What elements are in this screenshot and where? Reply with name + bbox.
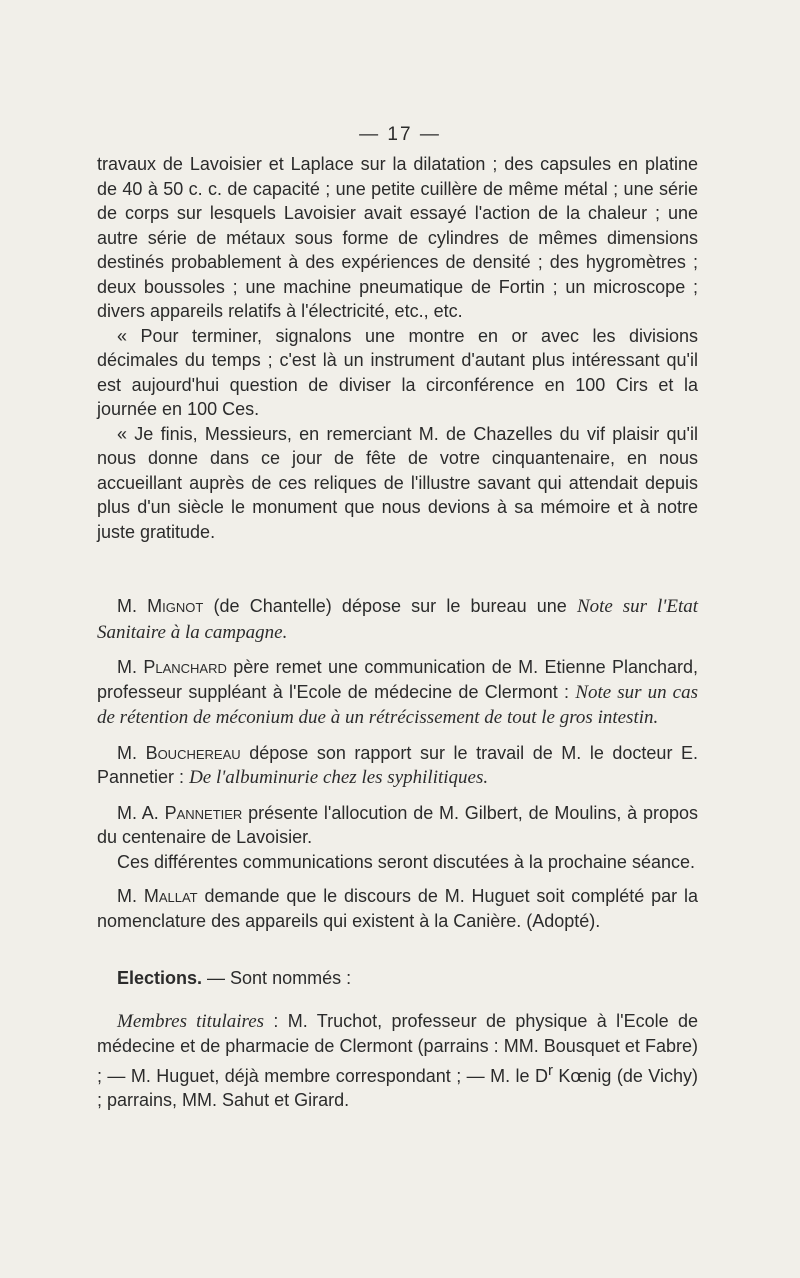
author-name: Bouchereau — [145, 742, 241, 763]
paragraph: M. Planchard père remet une communication de M. Etienne Planchard, professeur suppléant à l'Ecole de médecine de Clermont : Note sur un cas de rétention de méconium due à un rétrécissement de tout le gros intestin. — [97, 657, 698, 728]
paragraph: M. Mignot (de Chantelle) dépose sur le bureau une Note sur l'Etat Sanitaire à la campagne. — [97, 596, 698, 643]
author-name: Mignot — [147, 596, 204, 616]
work-title: Note sur l'Etat Sanitaire à la campagne. — [97, 596, 698, 643]
paragraph: travaux de Lavoisier et Laplace sur la dilatation ; des capsules en platine de 40 à 50 c. c. de capacité ; une petite cuillère de même métal ; une série de corps sur lesquels Lavoisier avait essayé l'action de la chaleur ; une autre série de métaux sous forme de cylindres de mêmes dimensions destinés probablement à des expériences de densité ; des hygromètres ; deux boussoles ; une machine pneumatique de Fortin ; un microscope ; divers appareils relatifs à l'électricité, etc., etc. — [97, 154, 698, 321]
work-title: Note sur un cas de rétention de méconium due à un rétrécissement de tout le gros intestin. — [97, 681, 698, 728]
author-name: Mallat — [143, 886, 198, 906]
paragraph: « Pour terminer, signalons une montre en or avec les divisions décimales du temps ; c'est là un instrument d'autant plus intéressant qu'il est aujourd'hui question de diviser la circonférence en 100 Cirs et la journée en 100 Ces. — [97, 325, 698, 419]
body-text — [97, 152, 698, 1113]
section-heading: Elections. — [117, 968, 203, 988]
page-number: — 17 — — [359, 124, 441, 145]
paragraph: Elections. — Sont nommés : — [117, 968, 352, 988]
paragraph: Ces différentes communications seront discutées à la prochaine séance. — [117, 851, 695, 872]
author-name: Pannetier — [164, 802, 243, 823]
paragraph: Membres titulaires : M. Truchot, professeur de physique à l'Ecole de médecine et de pharmacie de Clermont (parrains : MM. Bousquet et Fabre) ; — M. Huguet, déjà membre correspondant ; — M. le $D^r$ Kœnig (de Vichy) ; parrains, MM. Sahut et Girard. — [97, 1010, 698, 1110]
paragraph: M. A. Pannetier présente l'allocution de M. Gilbert, de Moulins, à propos du centenaire de Lavoisier. — [97, 802, 698, 847]
section-label: Membres titulaires — [117, 1010, 265, 1032]
paragraph: M. Bouchereau dépose son rapport sur le travail de M. le docteur E. Pannetier : De l'albuminurie chez les syphilitiques. — [97, 742, 699, 788]
work-title: De l'albuminurie chez les syphilitiques. — [189, 767, 489, 788]
paragraph: « Je finis, Messieurs, en remerciant M. de Chazelles du vif plaisir qu'il nous donne dans ce jour de fête de votre cinquantenaire, en nous accueillant auprès de ces reliques de l'illustre savant qui attendait depuis plus d'un siècle le monument que nous devions à sa mémoire et à notre juste gratitude. — [97, 423, 698, 542]
paragraph: M. Mallat demande que le discours de M. Huguet soit complété par la nomenclature des appareils qui existent à la Canière. (Adopté). — [97, 886, 698, 931]
author-name: Planchard — [143, 657, 227, 677]
